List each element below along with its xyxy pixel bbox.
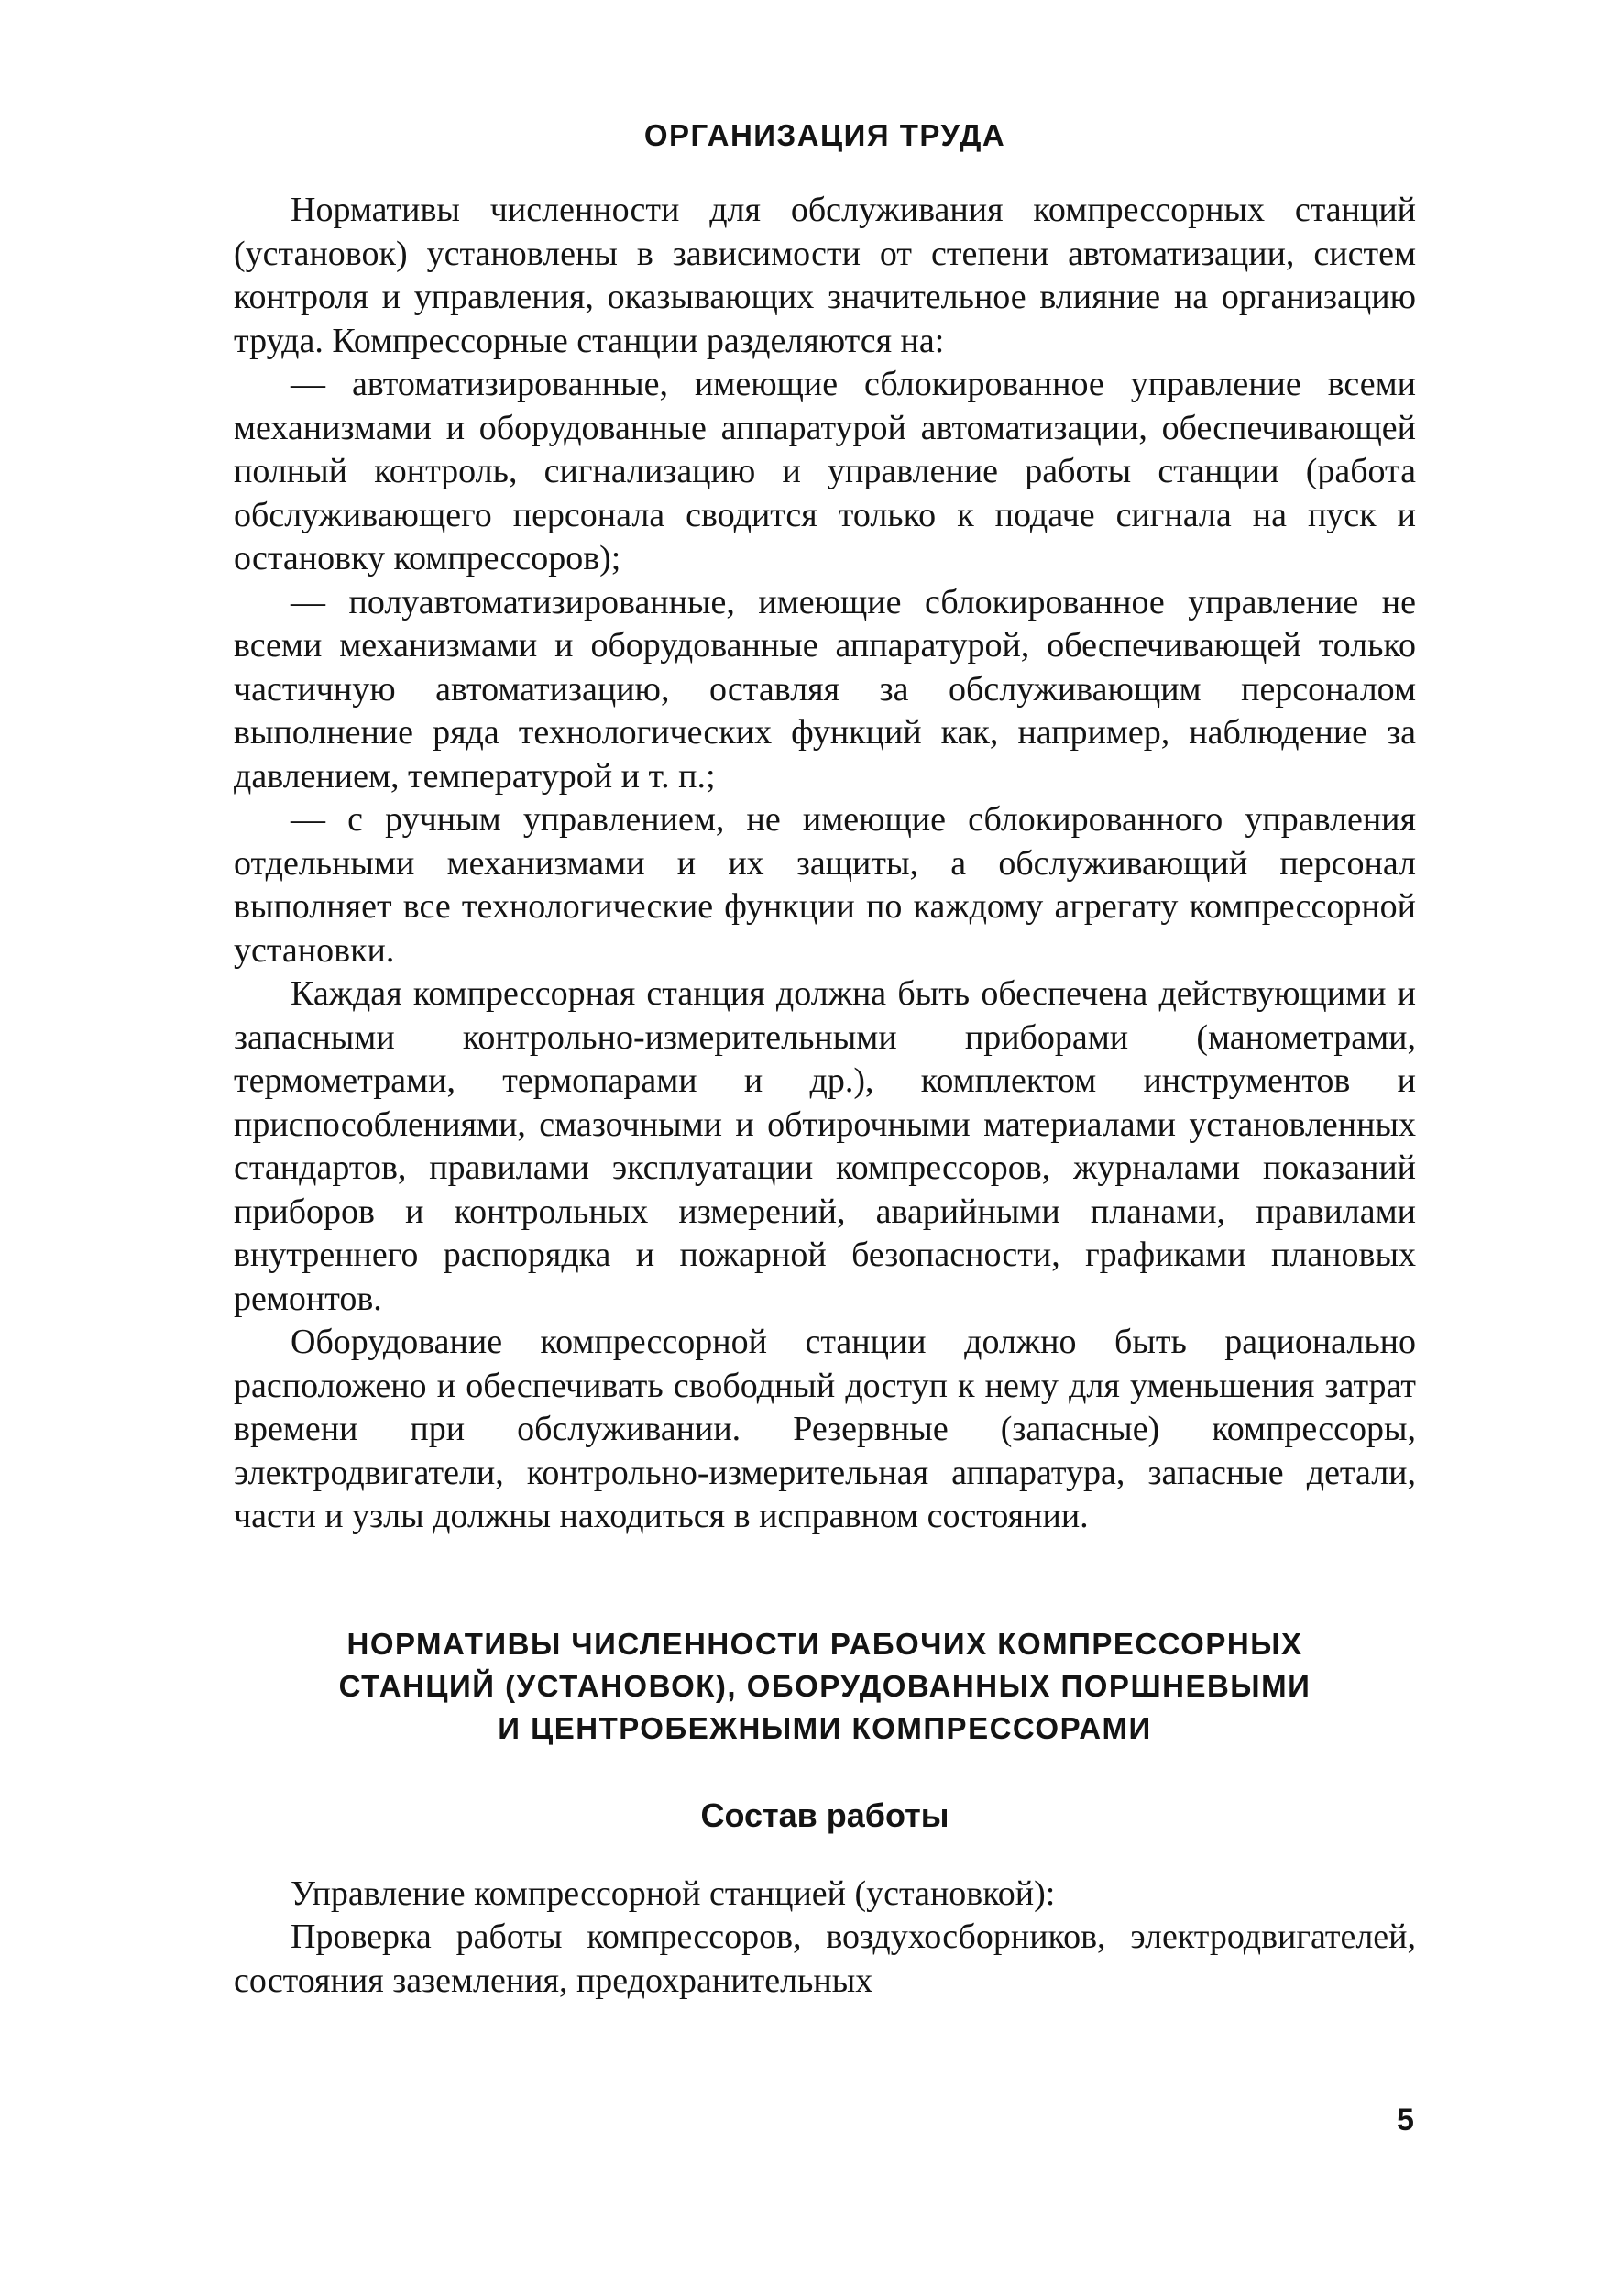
paragraph-semi-automated: — полуавтоматизированные, имеющие сблокированное управление не всеми механизмами и оборудованные аппаратурой, обеспечивающей только частичную автоматизацию, оставляя за обслуживающим персоналом выполнение ряда технологических функций как, например, наблюдение за давлением, температурой и т. п.; [234,582,1416,796]
paragraph-station-control: Управление компрессорной станцией (установкой): [291,1873,1056,1913]
section-heading [234,1623,1416,1750]
section-heading-line: И ЦЕНТРОБЕЖНЫМИ КОМПРЕССОРАМИ [498,1710,1152,1745]
section-heading-line: СТАНЦИЙ (УСТАНОВОК), ОБОРУДОВАННЫХ ПОРШНЕВЫМИ [338,1668,1311,1703]
section-subheading: Состав работы [700,1796,949,1834]
section-heading-line: НОРМАТИВЫ ЧИСЛЕННОСТИ РАБОЧИХ КОМПРЕССОРНЫХ [346,1626,1303,1661]
paragraph-automated: — автоматизированные, имеющие сблокированное управление всеми механизмами и оборудованные аппаратурой автоматизации, обеспечивающей полный контроль, сигнализацию и управление работы станции (работа обслуживающего персонала сводится только к подаче сигнала на пуск и остановку компрессоров); [234,365,1416,577]
paragraph-layout: Оборудование компрессорной станции должно быть рационально расположено и обеспечивать свободный доступ к нему для уменьшения затрат времени при обслуживании. Резервные (запасные) компрессоры, электродвигатели, контрольно-измерительная аппаратура, запасные детали, части и узлы должны находиться в исправном состоянии. [234,1323,1416,1535]
page-number: 5 [1397,2103,1414,2137]
paragraph-checks: Проверка работы компрессоров, воздухосборников, электродвигателей, состояния заземления, предохранительных [234,1917,1416,2000]
paragraph-equipment: Каждая компрессорная станция должна быть обеспечена действующими и запасными контрольно-измерительными приборами (манометрами, термометрами, термопарами и др.), комплектом инструментов и приспособлениями, смазочными и обтирочными материалами установленных стандартов, правилами эксплуатации компрессоров, журналами показаний приборов и контрольных измерений, аварийными планами, правилами внутреннего распорядка и пожарной безопасности, графиками плановых ремонтов. [234,974,1416,1318]
page-title: ОРГАНИЗАЦИЯ ТРУДА [643,118,1006,152]
paragraph-intro: Нормативы численности для обслуживания компрессорных станций (установок) установлены в зависимости от степени автоматизации, систем контроля и управления, оказывающих значительное влияние на организацию труда. Компрессорные станции разделяются на: [234,191,1416,360]
page-content [234,117,1416,2003]
paragraph-manual: — с ручным управлением, не имеющие сблокированного управления отдельными механизмами и их защиты, а обслуживающий персонал выполняет все технологические функции по каждому агрегату компрессорной установки. [234,800,1416,970]
